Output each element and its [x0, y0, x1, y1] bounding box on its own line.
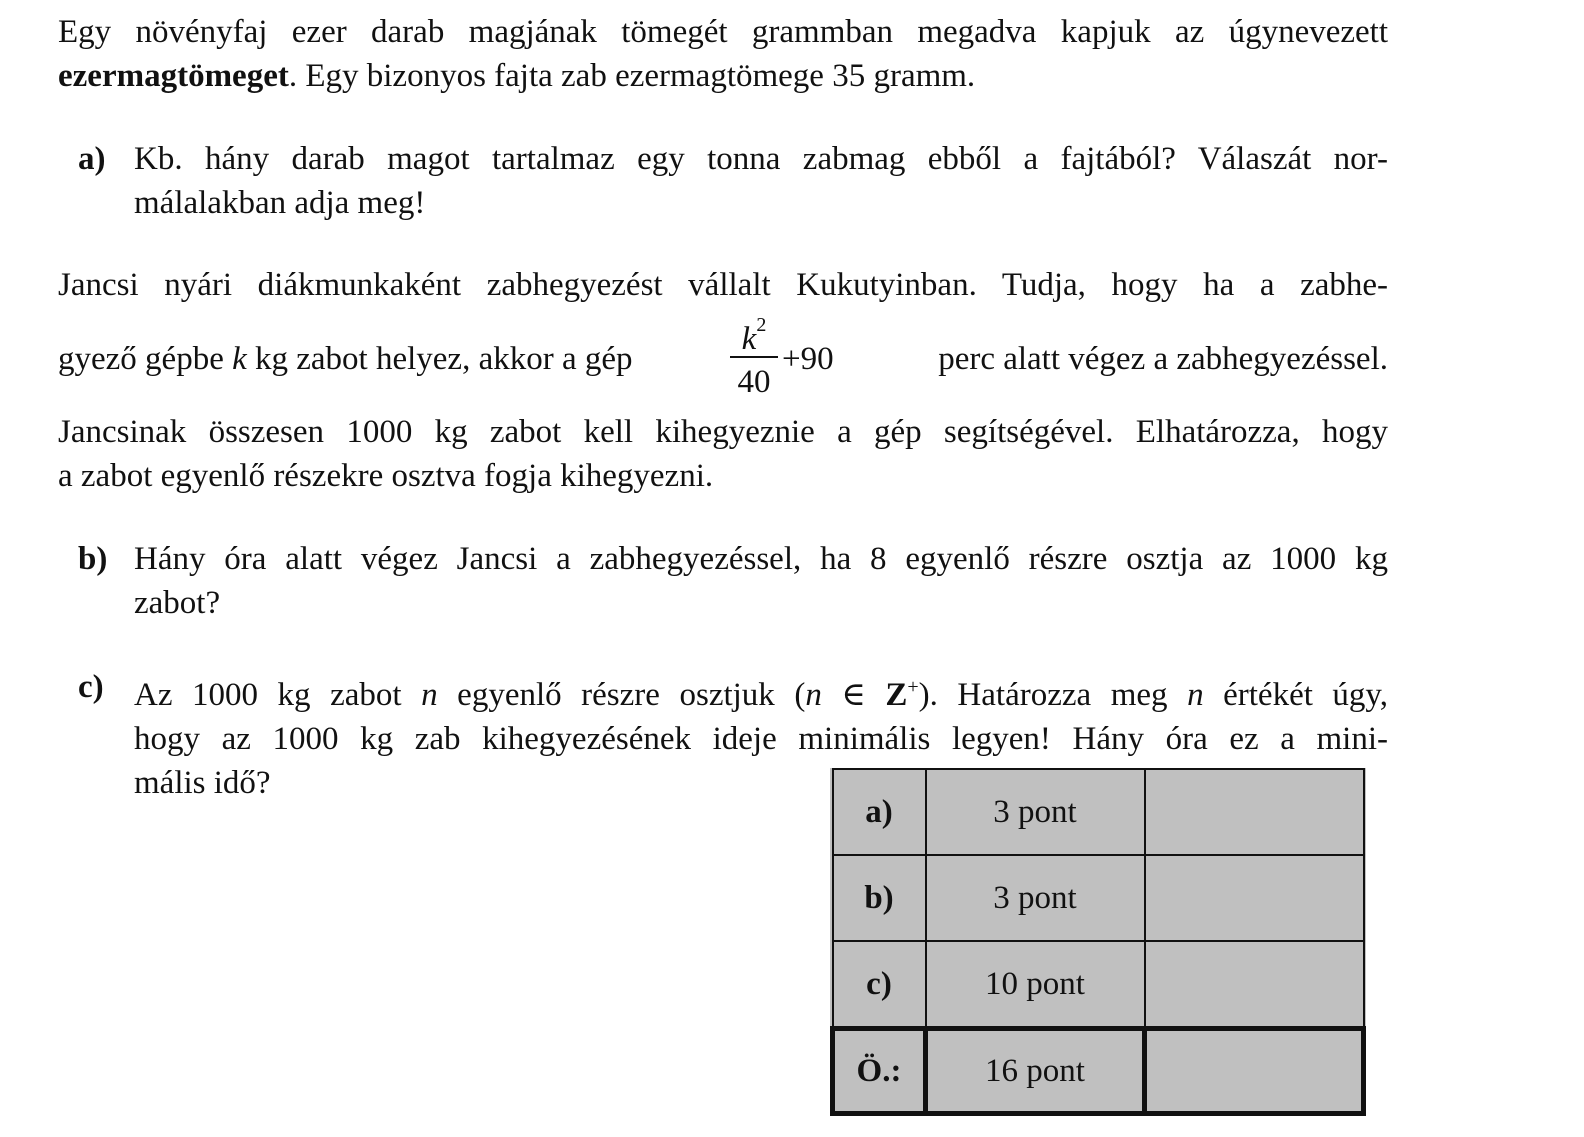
row-points: 3 pont [926, 855, 1145, 941]
story-line-4: a zabot egyenlő részekre osztva fogja kihegyezni. [58, 458, 714, 494]
task-c-line-3: mális idő? [134, 765, 271, 801]
row-score-cell[interactable] [1145, 941, 1364, 1029]
story-line-3: Jancsinak összesen 1000 kg zabot kell kihegyeznie a gép segítségével. Elhatározza, hogy [58, 414, 1388, 450]
table-row [833, 769, 1364, 855]
fraction-numerator [728, 310, 780, 357]
task-c-text-b: egyenlő részre osztjuk ( [457, 677, 806, 713]
row-points: 10 pont [926, 941, 1145, 1029]
total-points: 16 pont [926, 1029, 1145, 1114]
intro-line-2-rest: . Egy bizonyos fajta zab ezermagtömege 35 gramm. [288, 58, 976, 94]
task-c-line-1 [134, 665, 1388, 717]
task-c-text-e: értékét úgy, [1223, 677, 1389, 713]
fraction-numerator-var: k [741, 321, 757, 357]
task-c-line-2: hogy az 1000 kg zab kihegyezésének ideje minimális legyen! Hány óra ez a mini- [134, 721, 1388, 757]
table-row [833, 941, 1364, 1029]
total-label: Ö.: [833, 1029, 926, 1114]
story-paragraph-bottom [58, 410, 1388, 498]
intro-line-2 [58, 54, 1388, 98]
formula-line [58, 310, 1388, 405]
total-row [833, 1029, 1364, 1114]
story-line-1: Jancsi nyári diákmunkaként zabhegyezést vállalt Kukutyinban. Tudja, hogy ha a zabhe- [58, 267, 1388, 303]
task-c-text-d: ). Határozza meg [918, 677, 1168, 713]
table-row [833, 855, 1364, 941]
task-c-text-a: Az 1000 kg zabot [134, 677, 402, 713]
set-positive-sup: + [907, 676, 919, 698]
task-a [78, 137, 1388, 225]
intro-term: ezermagtömeget [58, 58, 289, 94]
formula-line-left [58, 337, 633, 381]
row-label: b) [833, 855, 926, 941]
variable-n: n [1187, 677, 1204, 713]
task-b-line-2: zabot? [134, 585, 221, 621]
task-b-label: b) [78, 541, 108, 577]
intro-paragraph [58, 10, 1388, 98]
row-label: a) [833, 769, 926, 855]
element-of-symbol: ∈ [821, 677, 886, 713]
row-points: 3 pont [926, 769, 1145, 855]
task-a-line-2: málalakban adja meg! [134, 185, 426, 221]
fraction [728, 310, 780, 402]
set-integers: Z [885, 677, 908, 713]
formula-text-after: perc alatt végez a zabhegyezéssel. [938, 341, 1388, 377]
fraction-numerator-exponent: 2 [756, 314, 767, 336]
variable-n: n [421, 677, 438, 713]
variable-n: n [805, 677, 822, 713]
task-a-line-1: Kb. hány darab magot tartalmaz egy tonna zabmag ebből a fajtából? Válaszát nor- [134, 141, 1388, 177]
task-b [78, 537, 1388, 625]
row-score-cell[interactable] [1145, 855, 1364, 941]
task-c-label: c) [78, 669, 104, 705]
formula-text-before: gyező gépbe [58, 341, 224, 377]
intro-line-1: Egy növényfaj ezer darab magjának tömegét grammban megadva kapjuk az úgynevezett [58, 14, 1388, 50]
fraction-denominator: 40 [737, 364, 771, 400]
total-score-cell[interactable] [1145, 1029, 1364, 1114]
points-table [830, 768, 1366, 1116]
row-score-cell[interactable] [1145, 769, 1364, 855]
task-a-label: a) [78, 141, 106, 177]
variable-k: k [232, 341, 247, 377]
story-paragraph-top [58, 263, 1388, 307]
fraction-plus-constant: +90 [782, 341, 834, 377]
formula-text-mid: kg zabot helyez, akkor a gép [255, 341, 633, 377]
row-label: c) [833, 941, 926, 1029]
task-b-line-1: Hány óra alatt végez Jancsi a zabhegyezéssel, ha 8 egyenlő részre osztja az 1000 kg [134, 541, 1388, 577]
